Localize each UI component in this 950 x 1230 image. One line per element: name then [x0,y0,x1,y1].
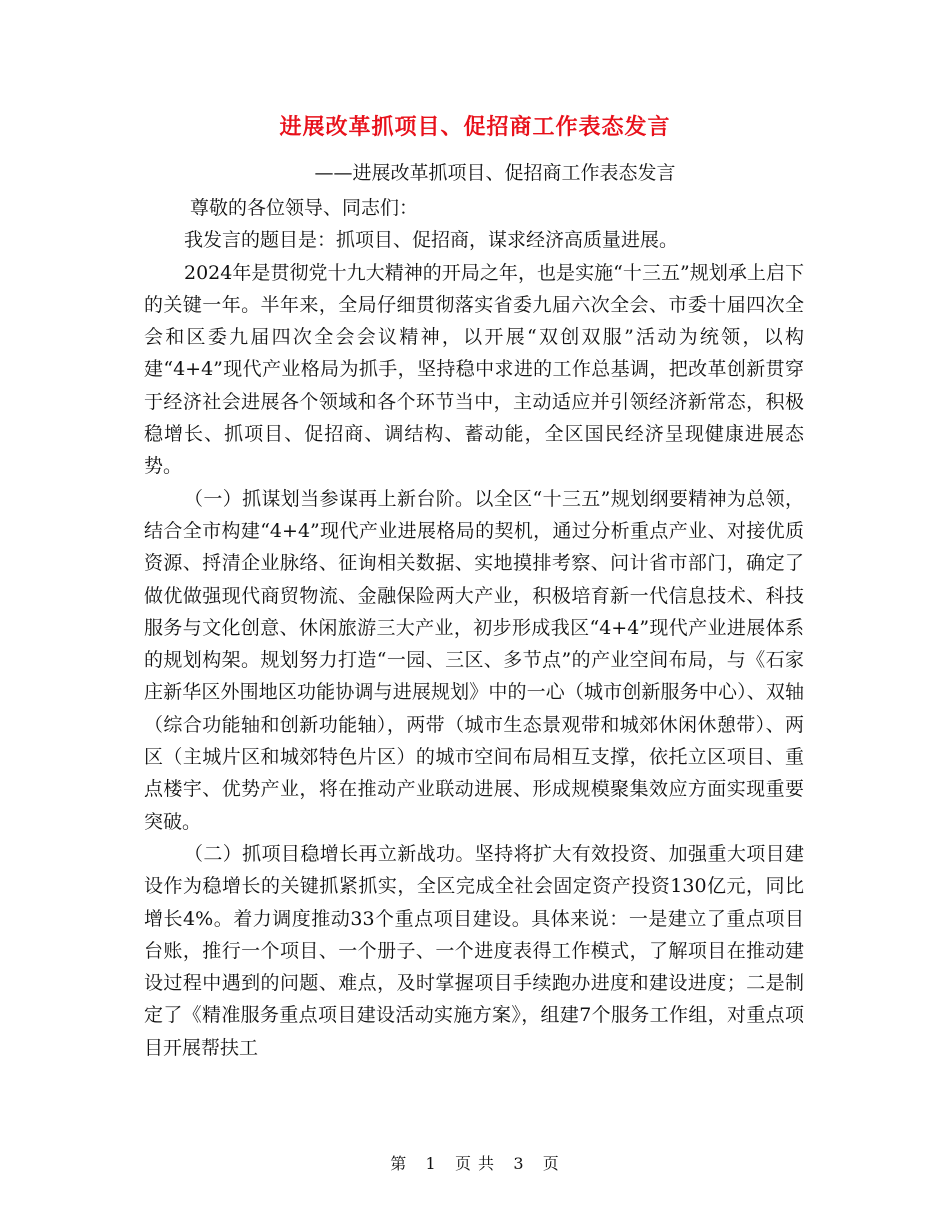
footer-suffix: 页 [542,1154,560,1173]
document-title: 进展改革抓项目、促招商工作表态发言 [279,114,671,140]
paragraph-overview: 2024年是贯彻党十九大精神的开局之年，也是实施“十三五”规划承上启下的关键一年。半年来，全局仔细贯彻落实省委九届六次全会、市委十届四次全会和区委九届四次全会会议精神，以开展“双创双服”活动为统领，以构建“4+4”现代产业格局为抓手，坚持稳中求进的工作总基调，把改革创新贯穿于经济社会进展各个领域和各个环节当中，主动适应并引领经济新常态，积极稳增长、抓项目、促招商、调结构、蓄动能，全区国民经济呈现健康进展态势。 [144,261,804,478]
paragraph-projects: （二）抓项目稳增长再立新战功。坚持将扩大有效投资、加强重大项目建设作为稳增长的关键抓紧抓实，全区完成全社会固定资产投资130亿元，同比增长4%。着力调度推动33个重点项目建设。具体来说：一是建立了重点项目台账，推行一个项目、一个册子、一个进度表得工作模式，了解项目在推动建设过程中遇到的问题、难点，及时掌握项目手续跑办进度和建设进度；二是制定了《精准服务重点项目建设活动实施方案》，组建7个服务工作组，对重点项目开展帮扶工 [144,842,804,1059]
footer-prefix: 第 [390,1154,408,1173]
page-footer [0,1151,950,1174]
salutation: 尊敬的各位领导、同志们： [190,197,419,219]
footer-total-pages: 3 [513,1154,525,1173]
document-body [144,192,804,1064]
paragraph-topic: 我发言的题目是：抓项目、促招商，谋求经济高质量进展。 [184,229,679,252]
footer-middle: 页 共 [454,1154,496,1173]
footer-page-number: 1 [425,1154,437,1173]
paragraph-planning: （一）抓谋划当参谋再上新台阶。以全区“十三五”规划纲要精神为总领，结合全市构建“4+4”现代产业进展格局的契机，通过分析重点产业、对接优质资源、捋清企业脉络、征询相关数据、实地摸排考察、问计省市部门，确定了做优做强现代商贸物流、金融保险两大产业，积极培育新一代信息技术、科技服务与文化创意、休闲旅游三大产业，初步形成我区“4+4”现代产业进展体系的规划构架。规划努力打造“一园、三区、多节点”的产业空间布局，与《石家庄新华区外围地区功能协调与进展规划》中的一心（城市创新服务中心）、双轴（综合功能轴和创新功能轴），两带（城市生态景观带和城郊休闲休憩带）、两区（主城片区和城郊特色片区）的城市空间布局相互支撑，依托立区项目、重点楼宇、优势产业，将在推动产业联动进展、形成规模聚集效应方面实现重要突破。 [144,487,804,833]
document-subtitle: ——进展改革抓项目、促招商工作表态发言 [314,162,676,184]
